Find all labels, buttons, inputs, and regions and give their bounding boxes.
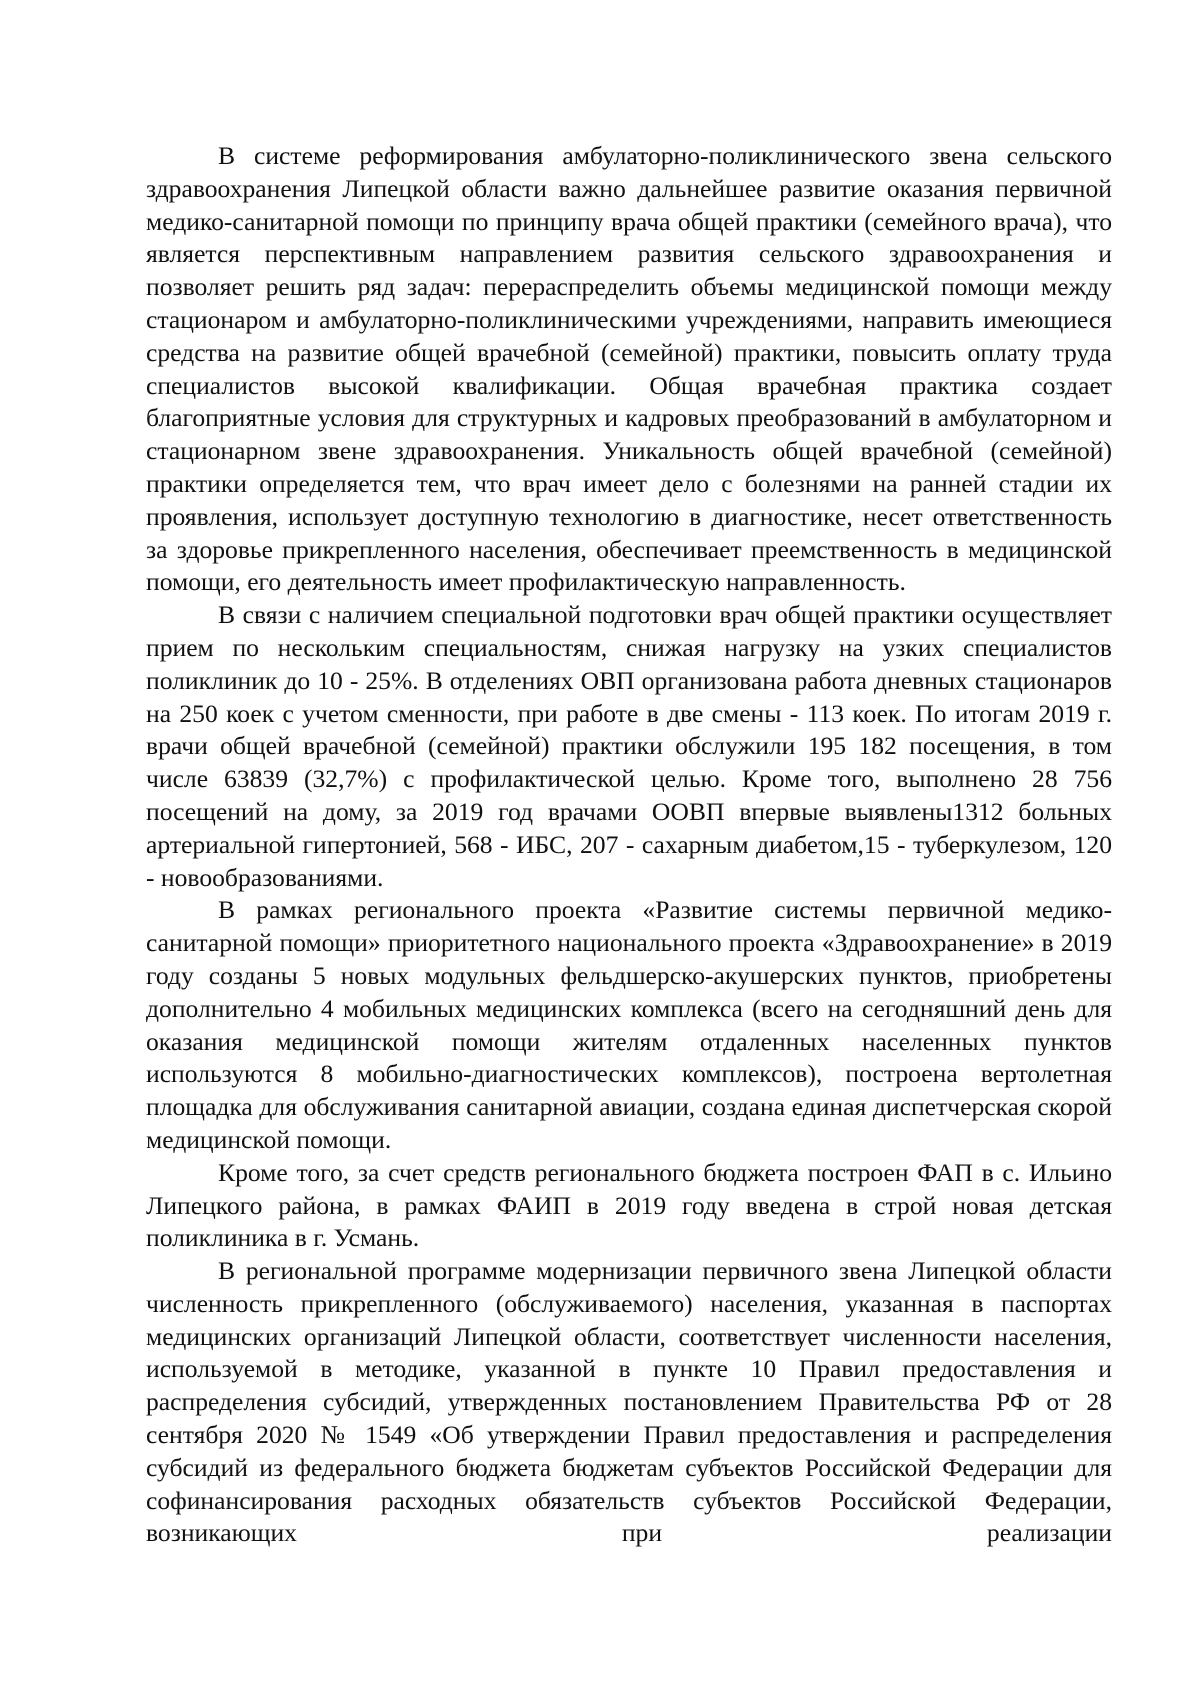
- paragraph-4: Кроме того, за счет средств регионального бюджета построен ФАП в с. Ильино Липецкого района, в рамках ФАИП в 2019 году введена в строй новая детская поликлиника в г. Усмань.: [146, 1157, 1112, 1253]
- paragraph-2: В связи с наличием специальной подготовки врач общей практики осуществляет прием по нескольким специальностям, снижая нагрузку на узких специалистов поликлиник до 10 - 25%. В отделениях ОВП организована работа дневных стационаров на 250 коек с учетом сменности, при работе в две смены - 113 коек. По итогам 2019 г. врачи общей врачебной (семейной) практики обслужили 195 182 посещения, в том числе 63839 (32,7%) с профилактической целью. Кроме того, выполнено 28 756 посещений на дому, за 2019 год врачами ООВП впервые выявлены1312 больных артериальной гипертонией, 568 - ИБС, 207 - сахарным диабетом,15 - туберкулезом, 120 - новообразованиями.: [146, 600, 1112, 892]
- document-body: [146, 140, 1112, 1550]
- paragraph-1: В системе реформирования амбулаторно-поликлинического звена сельского здравоохранения Липецкой области важно дальнейшее развитие оказания первичной медико-санитарной помощи по принципу врача общей практики (семейного врача), что является перспективным направлением развития сельского здравоохранения и позволяет решить ряд задач: перераспределить объемы медицинской помощи между стационаром и амбулаторно-поликлиническими учреждениями, направить имеющиеся средства на развитие общей врачебной (семейной) практики, повысить оплату труда специалистов высокой квалификации. Общая врачебная практика создает благоприятные условия для структурных и кадровых преобразований в амбулаторном и стационарном звене здравоохранения. Уникальность общей врачебной (семейной) практики определяется тем, что врач имеет дело с болезнями на ранней стадии их проявления, использует доступную технологию в диагностике, несет ответственность за здоровье прикрепленного населения, обеспечивает преемственность в медицинской помощи, его деятельность имеет профилактическую направленность.: [146, 141, 1112, 597]
- paragraph-5: В региональной программе модернизации первичного звена Липецкой области численность прикрепленного (обслуживаемого) населения, указанная в паспортах медицинских организаций Липецкой области, соответствует численности населения, используемой в методике, указанной в пункте 10 Правил предоставления и распределения субсидий, утвержденных постановлением Правительства РФ от 28 сентября 2020 № 1549 «Об утверждении Правил предоставления и распределения субсидий из федерального бюджета бюджетам субъектов Российской Федерации для софинансирования расходных обязательств субъектов Российской Федерации, возникающих при реализации: [146, 1256, 1112, 1548]
- paragraph-3: В рамках регионального проекта «Развитие системы первичной медико-санитарной помощи» приоритетного национального проекта «Здравоохранение» в 2019 году созданы 5 новых модульных фельдшерско-акушерских пунктов, приобретены дополнительно 4 мобильных медицинских комплекса (всего на сегодняшний день для оказания медицинской помощи жителям отдаленных населенных пунктов используются 8 мобильно-диагностических комплексов), построена вертолетная площадка для обслуживания санитарной авиации, создана единая диспетчерская скорой медицинской помощи.: [146, 895, 1112, 1154]
